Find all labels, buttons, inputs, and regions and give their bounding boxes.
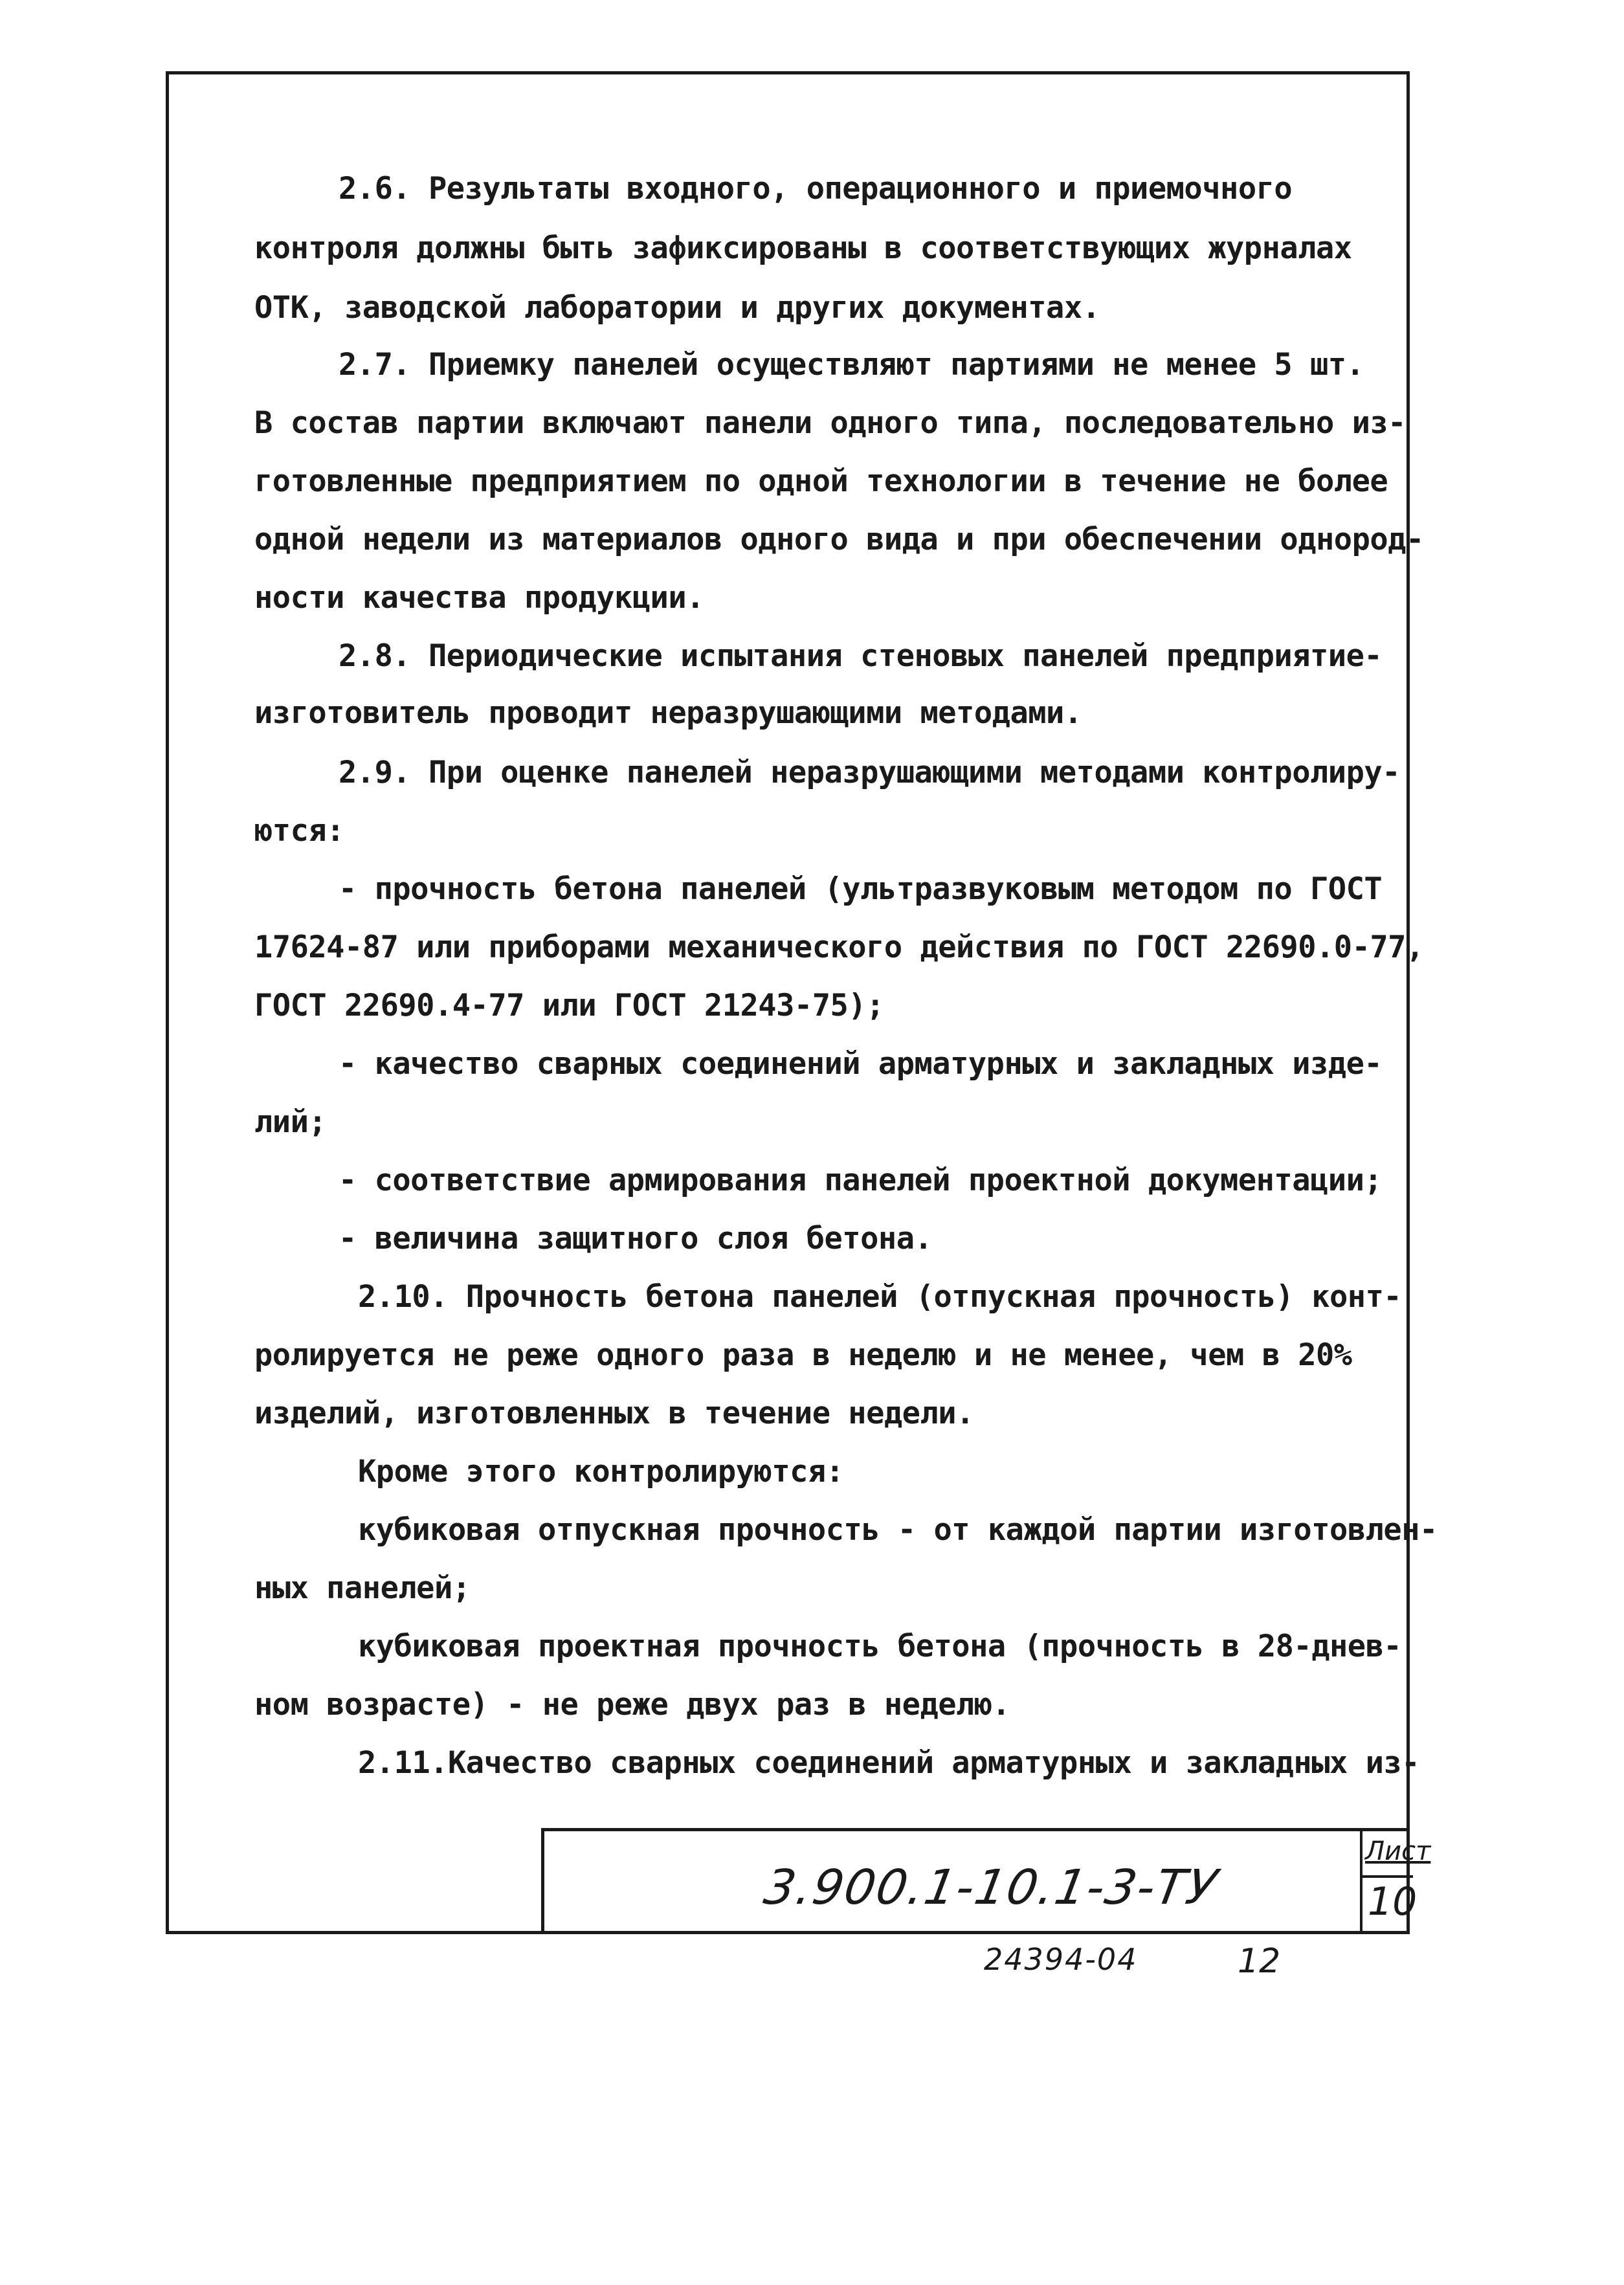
text-line: ролируется не реже одного раза в неделю и не менее, чем в 20% xyxy=(254,1337,1352,1373)
stamp-divider-horizontal xyxy=(1363,1875,1413,1878)
text-line: 2.6. Результаты входного, операционного и приемочного xyxy=(339,171,1293,206)
text-line: 2.11.Качество сварных соединений арматурных и закладных из- xyxy=(358,1745,1419,1781)
text-line: кубиковая отпускная прочность - от каждой партии изготовлен- xyxy=(358,1512,1438,1548)
archive-id: 24394-04 xyxy=(984,1942,1138,1977)
text-line: 2.8. Периодические испытания стеновых панелей предприятие- xyxy=(339,638,1383,674)
text-line: ются: xyxy=(254,813,344,849)
text-line: изделий, изготовленных в течение недели. xyxy=(254,1396,974,1431)
stamp-divider xyxy=(1360,1831,1363,1934)
text-line: - величина защитного слоя бетона. xyxy=(339,1221,933,1256)
text-line: лий; xyxy=(254,1104,327,1140)
text-line: ном возрасте) - не реже двух раз в неделю. xyxy=(254,1687,1010,1722)
sheet-label: Лист xyxy=(1365,1836,1431,1866)
text-line: готовленные предприятием по одной технологии в течение не более xyxy=(254,463,1388,499)
page-number: 12 xyxy=(1238,1942,1281,1981)
title-block-stamp xyxy=(541,1828,1431,1934)
text-line: ОТК, заводской лаборатории и других документах. xyxy=(254,290,1100,326)
text-line: - прочность бетона панелей (ультразвуковым методом по ГОСТ xyxy=(339,871,1383,907)
text-line: 2.10. Прочность бетона панелей (отпускная прочность) конт- xyxy=(358,1279,1402,1315)
text-line: 2.7. Приемку панелей осуществляют партиями не менее 5 шт. xyxy=(339,347,1364,383)
text-line: изготовитель проводит неразрушающими методами. xyxy=(254,695,1082,731)
text-line: кубиковая проектная прочность бетона (прочность в 28-днев- xyxy=(358,1629,1402,1664)
text-line: ных панелей; xyxy=(254,1570,471,1606)
text-line: Кроме этого контролируются: xyxy=(358,1454,844,1489)
document-code: 3.900.1-10.1-3-ТУ xyxy=(760,1860,1222,1915)
text-line: - качество сварных соединений арматурных и закладных изде- xyxy=(339,1046,1383,1082)
sheet-number: 10 xyxy=(1368,1879,1418,1924)
text-line: 17624-87 или приборами механического действия по ГОСТ 22690.0-77, xyxy=(254,930,1424,965)
text-line: контроля должны быть зафиксированы в соответствующих журналах xyxy=(254,230,1352,266)
text-line: - соответствие армирования панелей проектной документации; xyxy=(339,1163,1383,1198)
text-line: ности качества продукции. xyxy=(254,580,704,616)
text-line: одной недели из материалов одного вида и при обеспечении однород- xyxy=(254,522,1424,557)
text-line: В состав партии включают панели одного типа, последовательно из- xyxy=(254,405,1406,441)
text-line: ГОСТ 22690.4-77 или ГОСТ 21243-75); xyxy=(254,988,884,1023)
text-line: 2.9. При оценке панелей неразрушающими методами контролиру- xyxy=(339,755,1400,790)
